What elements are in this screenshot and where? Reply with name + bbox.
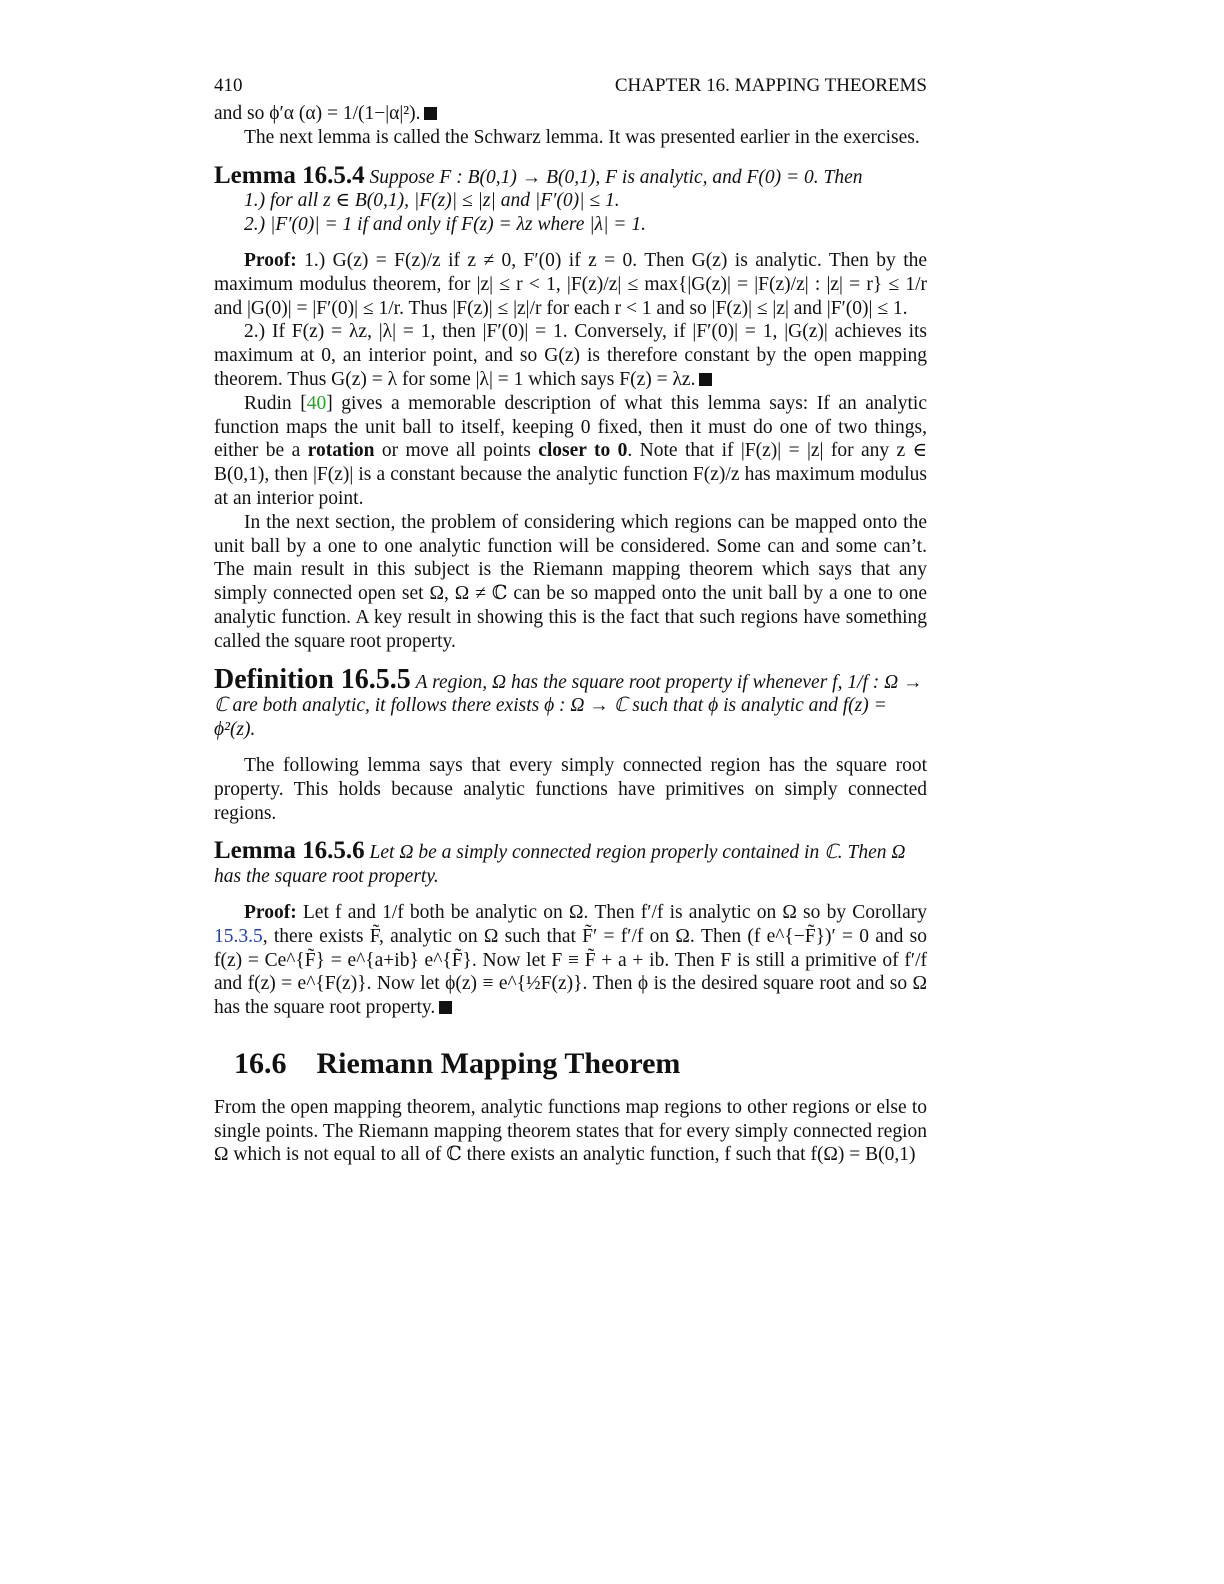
proof-2 (214, 901, 927, 1020)
lemma-item-1: 1.) for all z ∈ B(0,1), |F(z)| ≤ |z| and |F′(0)| ≤ 1. (244, 190, 620, 212)
bold-term: rotation (307, 440, 375, 462)
proof-1-part-2 (214, 320, 927, 391)
formula-text: and so ϕ′α (α) = 1/(1−|α|²). (214, 103, 421, 124)
rudin-paragraph (214, 392, 927, 511)
qed-square (439, 1001, 452, 1014)
intro-sentence: The next lemma is called the Schwarz lemma. It was presented earlier in the exercises. (244, 126, 920, 148)
proof-1-part-1 (214, 249, 927, 320)
chapter-title: CHAPTER 16. MAPPING THEOREMS (614, 75, 927, 96)
formula-line (214, 102, 927, 126)
running-header (214, 74, 927, 102)
bold-term: closer to 0 (538, 440, 628, 462)
definition-heading: Definition 16.5.5 (214, 663, 411, 695)
citation-link[interactable]: 40 (306, 392, 327, 414)
lemma-heading: Lemma 16.5.4 (214, 161, 365, 189)
text-span: . Note that if |F(z)| = |z| for any z ∈ B(0,1), then |F(z)| is a constant because the analytic function F(z)/z has maximum modulus at an interior point. (214, 440, 928, 509)
lemma-statement: Suppose F : B(0,1) → B(0,1), F is analytic, and F(0) = 0. Then (369, 166, 863, 188)
lemma-16-5-4 (214, 161, 927, 237)
proof-label: Proof: (244, 249, 297, 271)
corollary-link[interactable]: 15.3.5 (214, 925, 263, 947)
section-intro: From the open mapping theorem, analytic functions map regions to other regions or else to single points. The Riemann mapping theorem states that for every simply connected region Ω which is not equal to all of ℂ there exists an analytic function, f such that f(Ω) = B(0,1) (214, 1096, 927, 1166)
section-heading (234, 1046, 927, 1082)
proof-text: 2.) If F(z) = λz, |λ| = 1, then |F′(0)| = 1. Conversely, if |F′(0)| = 1, |G(z)| achieves its maximum at 0, an interior point, and so G(z) is therefore constant by the open mapping theorem. Thus G(z) = λ for some |λ| = 1 which says F(z) = λz. (214, 321, 927, 390)
proof-label: Proof: (244, 901, 297, 923)
proof-text: Let f and 1/f both be analytic on Ω. Then f′/f is analytic on Ω so by Corollary (302, 901, 927, 923)
text-span: Rudin [ (244, 392, 307, 414)
qed-square (424, 107, 437, 120)
proof-text: 1.) G(z) = F(z)/z if z ≠ 0, F′(0) if z = 0. Then G(z) is analytic. Then by the maximum modulus theorem, for |z| ≤ r < 1, |F(z)/z| ≤ max{|G(z)| = |F(z)/z| : |z| = r} ≤ 1/r and |G(0)| = |F′(0)| ≤ 1/r. Thus |F(z)| ≤ |z|/r for each r < 1 and so |F(z)| ≤ |z| and |F′(0)| ≤ 1. (214, 249, 928, 319)
lemma-heading: Lemma 16.5.6 (214, 837, 365, 865)
lemma-body: Let Ω be a simply connected region properly contained in ℂ. Then Ω has the square root property. (214, 842, 906, 888)
lemma-16-5-6 (214, 839, 927, 889)
text-span: ] gives a memorable description of what this lemma says: If an analytic function maps the unit ball to itself, keeping 0 fixed, then it must do one of two things, either be a (214, 392, 927, 462)
next-section-paragraph: In the next section, the problem of considering which regions can be mapped onto the unit ball by a one to one analytic function will be considered. Some can and some can’t. The main result in this subject is the Riemann mapping theorem which says that any simply connected open set Ω, Ω ≠ ℂ can be so mapped onto the unit ball by a one to one analytic function. A key result in showing this is the fact that such regions have something called the square root property. (214, 511, 927, 652)
definition-body: A region, Ω has the square root property if whenever f, 1/f : Ω → ℂ are both analytic, it follows there exists ϕ : Ω → ℂ such that ϕ is analytic and f(z) = ϕ²(z). (214, 671, 923, 741)
text-span: or move all points (374, 440, 539, 462)
qed-square (699, 373, 712, 386)
section-title: Riemann Mapping Theorem (316, 1046, 681, 1080)
definition-16-5-5 (214, 663, 927, 742)
following-paragraph: The following lemma says that every simply connected region has the square root property. This holds because analytic functions have primitives on simply connected regions. (214, 754, 927, 824)
page-number: 410 (214, 75, 243, 96)
section-number: 16.6 (234, 1046, 287, 1080)
page (214, 74, 927, 1167)
lemma-item-2: 2.) |F′(0)| = 1 if and only if F(z) = λz where |λ| = 1. (244, 214, 646, 236)
proof-text: , there exists F̃, analytic on Ω such that F̃′ = f′/f on Ω. Then (f e^{−F̃})′ = 0 and so f(z) = Ce^{F̃} = e^{a+ib} e^{F̃}. Now let F ≡ F̃ + a + ib. Then F is still a primitive of f′/f and f(z) = e^{F(z)}. Now let ϕ(z) ≡ e^{½F(z)}. Then ϕ is the desired square root and so Ω has the square root property. (214, 925, 927, 1019)
